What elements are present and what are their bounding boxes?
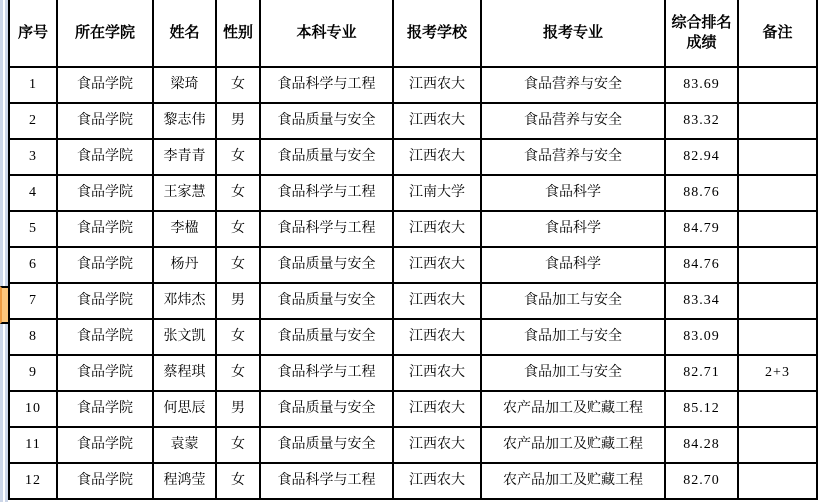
table-cell[interactable]: 6 [9, 247, 57, 283]
table-cell[interactable]: 10 [9, 391, 57, 427]
table-cell[interactable]: 食品学院 [57, 463, 153, 499]
table-cell[interactable]: 女 [216, 319, 260, 355]
table-cell[interactable]: 食品科学 [481, 175, 665, 211]
header-cell-name[interactable]: 姓名 [153, 0, 216, 67]
table-cell[interactable]: 张文凯 [153, 319, 216, 355]
table-cell[interactable]: 江西农大 [393, 463, 481, 499]
table-row [9, 283, 817, 319]
table-cell[interactable]: 江西农大 [393, 283, 481, 319]
table-cell[interactable]: 82.71 [665, 355, 738, 391]
table-cell[interactable]: 袁蒙 [153, 427, 216, 463]
table-row [9, 391, 817, 427]
table-cell[interactable]: 王家慧 [153, 175, 216, 211]
table-cell[interactable]: 9 [9, 355, 57, 391]
table-cell[interactable]: 食品加工与安全 [481, 355, 665, 391]
table-cell[interactable]: 7 [9, 283, 57, 319]
table-cell[interactable]: 83.32 [665, 103, 738, 139]
table-cell[interactable]: 82.94 [665, 139, 738, 175]
table-cell[interactable]: 邓炜杰 [153, 283, 216, 319]
table-cell[interactable]: 食品科学 [481, 211, 665, 247]
table-row [9, 427, 817, 463]
table-cell[interactable]: 女 [216, 427, 260, 463]
table-cell[interactable] [738, 319, 817, 355]
table-row [9, 175, 817, 211]
table-row [9, 355, 817, 391]
header-cell-undergrad-major[interactable]: 本科专业 [260, 0, 393, 67]
table-cell[interactable]: 杨丹 [153, 247, 216, 283]
table-cell[interactable]: 梁琦 [153, 67, 216, 103]
table-cell[interactable]: 食品营养与安全 [481, 67, 665, 103]
table-row [9, 319, 817, 355]
table-cell[interactable]: 女 [216, 175, 260, 211]
table-cell[interactable]: 食品科学与工程 [260, 175, 393, 211]
table-cell[interactable]: 食品质量与安全 [260, 247, 393, 283]
table-cell[interactable]: 2+3 [738, 355, 817, 391]
table-cell[interactable]: 食品学院 [57, 427, 153, 463]
table-cell[interactable]: 3 [9, 139, 57, 175]
selected-row-indicator [0, 286, 8, 324]
table-cell[interactable]: 食品学院 [57, 67, 153, 103]
table-cell[interactable]: 江西农大 [393, 211, 481, 247]
table-cell[interactable]: 8 [9, 319, 57, 355]
table-cell[interactable]: 食品学院 [57, 355, 153, 391]
table-cell[interactable]: 88.76 [665, 175, 738, 211]
table-cell[interactable]: 11 [9, 427, 57, 463]
table-cell[interactable]: 食品学院 [57, 247, 153, 283]
table-cell[interactable]: 食品营养与安全 [481, 103, 665, 139]
table-cell[interactable] [738, 463, 817, 499]
table-cell[interactable]: 江西农大 [393, 139, 481, 175]
table-row [9, 139, 817, 175]
strip-divider [3, 0, 5, 502]
table-cell[interactable]: 男 [216, 283, 260, 319]
table-cell[interactable]: 1 [9, 67, 57, 103]
table-cell[interactable]: 食品科学与工程 [260, 355, 393, 391]
table-row [9, 463, 817, 499]
table-cell[interactable]: 李楹 [153, 211, 216, 247]
table-cell[interactable]: 江西农大 [393, 319, 481, 355]
table-cell[interactable]: 食品加工与安全 [481, 319, 665, 355]
table-header-row [9, 0, 817, 67]
table-cell[interactable]: 食品科学与工程 [260, 463, 393, 499]
table-cell[interactable]: 食品质量与安全 [260, 283, 393, 319]
table-cell[interactable]: 食品营养与安全 [481, 139, 665, 175]
table-cell[interactable] [738, 391, 817, 427]
table-cell[interactable]: 食品学院 [57, 391, 153, 427]
table-cell[interactable]: 84.79 [665, 211, 738, 247]
table-cell[interactable]: 82.70 [665, 463, 738, 499]
table-cell[interactable]: 江西农大 [393, 355, 481, 391]
table-cell[interactable]: 农产品加工及贮藏工程 [481, 463, 665, 499]
header-cell-target-school[interactable]: 报考学校 [393, 0, 481, 67]
data-table [8, 0, 818, 500]
table-cell[interactable]: 食品科学 [481, 247, 665, 283]
table-cell[interactable]: 83.09 [665, 319, 738, 355]
table-cell[interactable]: 食品质量与安全 [260, 319, 393, 355]
table-cell[interactable]: 女 [216, 247, 260, 283]
table-cell[interactable]: 食品科学与工程 [260, 211, 393, 247]
header-cell-score[interactable]: 综合排名成绩 [665, 0, 738, 67]
table-cell[interactable]: 黎志伟 [153, 103, 216, 139]
table-cell[interactable]: 食品学院 [57, 211, 153, 247]
table-cell[interactable]: 食品学院 [57, 319, 153, 355]
table-cell[interactable]: 女 [216, 463, 260, 499]
table-cell[interactable]: 食品质量与安全 [260, 391, 393, 427]
table-cell[interactable]: 食品学院 [57, 175, 153, 211]
table-cell[interactable]: 女 [216, 139, 260, 175]
table-cell[interactable]: 85.12 [665, 391, 738, 427]
table-cell[interactable] [738, 175, 817, 211]
table-cell[interactable]: 女 [216, 67, 260, 103]
table-cell[interactable]: 农产品加工及贮藏工程 [481, 391, 665, 427]
table-cell[interactable]: 李青青 [153, 139, 216, 175]
table-row [9, 67, 817, 103]
table-cell[interactable]: 12 [9, 463, 57, 499]
table-cell[interactable]: 江西农大 [393, 427, 481, 463]
table-cell[interactable] [738, 427, 817, 463]
table-cell[interactable]: 蔡程琪 [153, 355, 216, 391]
table-cell[interactable]: 江西农大 [393, 391, 481, 427]
table-cell[interactable]: 84.28 [665, 427, 738, 463]
table-cell[interactable]: 江西农大 [393, 67, 481, 103]
table-cell[interactable]: 男 [216, 391, 260, 427]
table-cell[interactable]: 83.34 [665, 283, 738, 319]
table-cell[interactable]: 食品科学与工程 [260, 67, 393, 103]
table-row [9, 211, 817, 247]
table-row [9, 103, 817, 139]
header-cell-gender[interactable]: 性别 [216, 0, 260, 67]
table-cell[interactable]: 女 [216, 355, 260, 391]
table-cell[interactable]: 食品学院 [57, 283, 153, 319]
table-cell[interactable]: 食品学院 [57, 103, 153, 139]
table-cell[interactable]: 女 [216, 211, 260, 247]
table-cell[interactable]: 农产品加工及贮藏工程 [481, 427, 665, 463]
table-cell[interactable]: 食品质量与安全 [260, 139, 393, 175]
header-cell-remark[interactable]: 备注 [738, 0, 817, 67]
table-cell[interactable]: 食品加工与安全 [481, 283, 665, 319]
table-cell[interactable]: 2 [9, 103, 57, 139]
table-cell[interactable]: 程鸿莹 [153, 463, 216, 499]
table-cell[interactable]: 83.69 [665, 67, 738, 103]
table-cell[interactable]: 江西农大 [393, 103, 481, 139]
header-cell-target-major[interactable]: 报考专业 [481, 0, 665, 67]
row-header-strip [0, 0, 8, 502]
table-cell[interactable] [738, 211, 817, 247]
table-row [9, 247, 817, 283]
table-cell[interactable]: 食品学院 [57, 139, 153, 175]
table-cell[interactable]: 江西农大 [393, 247, 481, 283]
table-cell[interactable] [738, 283, 817, 319]
table-cell[interactable]: 食品质量与安全 [260, 103, 393, 139]
table-cell[interactable]: 何思辰 [153, 391, 216, 427]
table-cell[interactable] [738, 139, 817, 175]
table-cell[interactable] [738, 67, 817, 103]
table-cell[interactable]: 食品质量与安全 [260, 427, 393, 463]
table-cell[interactable]: 男 [216, 103, 260, 139]
table-cell[interactable]: 4 [9, 175, 57, 211]
header-cell-college[interactable]: 所在学院 [57, 0, 153, 67]
table-cell[interactable]: 84.76 [665, 247, 738, 283]
table-cell[interactable] [738, 247, 817, 283]
table-cell[interactable]: 5 [9, 211, 57, 247]
table-cell[interactable] [738, 103, 817, 139]
header-cell-index[interactable]: 序号 [9, 0, 57, 67]
table-cell[interactable]: 江南大学 [393, 175, 481, 211]
